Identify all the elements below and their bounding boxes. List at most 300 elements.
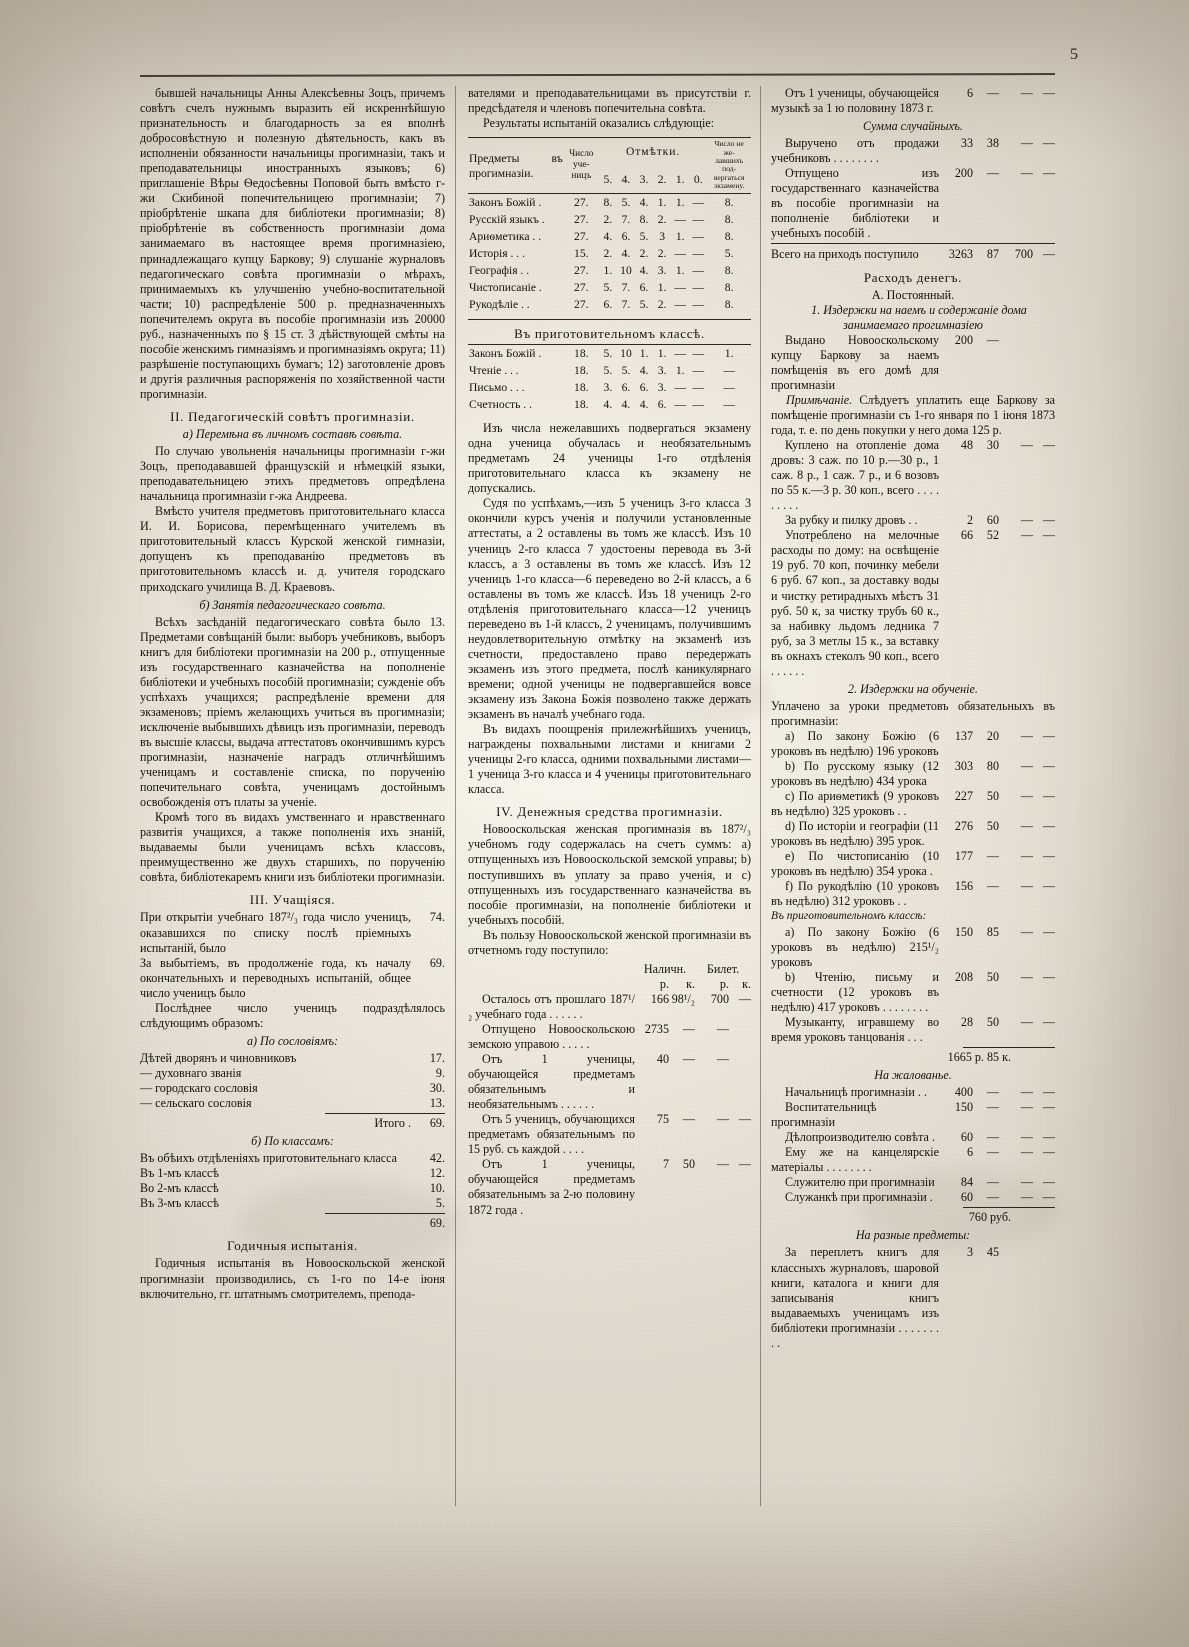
money-row-ticket-rub: — [1020,759,1033,774]
money-row-ticket-rub: — [716,1021,729,1036]
money-row-label: За переплетъ книгъ для классныхъ журналовъ, шаровой книги, каталога и книги для записыванія книгъ выдаваемыхъ ученицамъ изъ библіотеки прогимназіи . . . . . . . . . [771,1245,939,1350]
expense-note [771,393,1055,438]
money-row-ticket-kop: — [1042,819,1055,834]
expense-row [771,528,1055,678]
col-header-count-l3: ницъ [571,170,592,181]
estate-value: 9. [435,1065,445,1080]
header-rule [140,73,1055,77]
money-row-kop: 52 [986,528,999,543]
marks-header-4: 4. [621,172,631,186]
expense-item-2-title: 2. Издержки на обученіе. [848,681,978,696]
expense-rows-2 [771,438,1055,679]
money-row-ticket-rub: — [716,1052,729,1067]
student-count: 27. [574,263,589,277]
paragraph-funds: Новооскольская женская прогимназія въ 187²/₃ учебномъ году содержалась на счетъ суммъ: а) отпущенныхъ изъ Новооскольской земской управы; b) поступившихъ въ уплату за право ученія, и с) отпущенныхъ изъ государственнаго казначейства въ пособіе прогимназіи, на пополненіе библіотеки и учебныхъ пособій. [468,822,751,927]
estate-label: — городскаго сословія [140,1081,258,1095]
table-row [468,245,751,262]
money-row-label: e) По чистописанію (10 уроковъ въ недѣлю) 354 урока . [771,849,939,879]
paragraph-success: Судя по успѣхамъ,—изъ 5 ученицъ 3-го класса 3 окончили курсъ ученія и получили установленные аттестаты, а 2 оставлены въ томъ же классѣ. Изъ 10 ученицъ 2-го класса 7 удостоены перевода въ 3-й классъ, а 3 оставлены въ томъ же классѣ. Изъ 12 ученицъ 1-го класса—6 переведено во 2-й классъ, а 6 оставлены въ томъ же классѣ. Изъ 18 ученицъ 2-го отдѣленія приготовительнаго класса—12 ученицъ переведено въ 1-й классъ, 2 ученицамъ, получившимъ неудовлетворительную отмѣтку на экзаменѣ изъ счетности, предоставлено право передержать экзаменъ изъ этого предмета, послѣ каникулярнаго времени; одной ученицы не подвергавшейся вовсе экзамену изъ Закона Божія позволено также держать экзаменъ въ началѣ учебнаго года. [468,496,751,722]
subject-name: Чистописаніе . [469,280,542,294]
money-row-kop: 50 [986,969,999,984]
money-row-ticket-kop: — [1042,924,1055,939]
income-row [468,1022,751,1052]
paragraph-b2: Кромѣ того въ видахъ умственнаго и нравственнаго развитія учащихся, а также пополненія ихъ знаній, выдаваемы были ученицамъ всѣхъ классовъ, преимущественно же двухъ старшихъ, по порученію совѣта, библіотекаремъ книги изъ библіотеки прогимназіи. [140,810,445,885]
class-label: Въ обѣихъ отдѣленіяхъ приготовительнаго класса [140,1151,398,1166]
table-row [468,228,751,245]
money-row-ticket-rub: — [1020,1100,1033,1115]
subject-name: Ариѳметика . . [469,229,542,243]
money-row-label: Дѣлопроизводителю совѣта . [785,1130,935,1145]
money-row-label: Музыканту, игравшему во время уроковъ танцованія . . . [771,1014,939,1044]
paragraph-exams: Годичныя испытанія въ Новооскольской женской прогимназіи производились, съ 1-го по 14-е іюня включительно, гг. штатнымъ смотрителемъ, препода- [140,1256,445,1301]
expense-item-1-title: 1. Издержки на наемъ и содержаніе дома занимаемаго прогимназіею [811,302,1027,332]
column-divider-left [455,86,456,1506]
mark-0: — [692,364,705,377]
money-row-rub: 84 [960,1175,973,1190]
salary-row [771,1085,1055,1100]
total-income-k: 87 [986,247,999,262]
money-row-rub: 137 [954,728,973,743]
not-examined-count: 8. [724,212,734,226]
money-row-kop: 20 [986,728,999,743]
money-row-ticket-kop: — [1042,849,1055,864]
paragraph-awards: Въ видахъ поощренія прилежнѣйшихъ ученицъ, награждены похвальными листами и книгами 2 ученицы 2-го класса, одними похвальными листами—1 ученица 3-го класса и 4 ученицы приготовительнаго класса. [468,722,751,797]
money-row-rub: 48 [960,438,973,453]
money-row-ticket-rub: — [1020,86,1033,100]
not-examined-count: — [723,364,735,377]
money-row-rub: 6 [966,1145,973,1160]
money-row-rub: 40 [656,1052,669,1067]
classes-list [140,1151,445,1211]
subheading-classes: б) По классамъ: [251,1134,334,1149]
money-row-ticket-kop: — [1042,438,1055,453]
mark-1: — [674,212,686,226]
subject-name: Письмо . . . [469,381,525,395]
money-row-ticket-kop: — [1042,1145,1055,1160]
total-income-row [771,247,1055,262]
estates-total-row [140,1116,445,1131]
money-head-row-1 [468,962,751,977]
mark-2: 1. [657,346,667,360]
money-row-ticket-rub: — [1020,819,1033,834]
money-row-label: Куплено на отопленіе дома дровъ: 3 саж. по 10 р.—30 р., 1 саж. 8 р., 1 саж. 7 р., и 6 возовъ по 55 к.—3 р. 30 коп., всего . . . . . . . . . [771,438,939,513]
class-value: 5. [435,1196,445,1211]
prep-results-table [468,344,751,413]
income-total-rule [771,243,1055,244]
exam-results-table-wrapper [468,137,751,413]
mark-1: 1. [675,229,685,243]
student-count: 27. [574,229,589,243]
money-row-ticket-kop: — [1042,1085,1055,1099]
heading-expenses: Расходъ денегъ. [863,269,963,285]
mark-1: — [674,280,686,294]
money-row-kop: 85 [986,924,999,939]
expense-row [771,438,1055,513]
money-row-ticket-kop: — [1042,879,1055,894]
money-row-label: c) По ариѳметикѣ (9 уроковъ въ недѣлю) 325 уроковъ . . [771,789,939,819]
mark-0: — [692,381,705,395]
income-rows-right [771,86,1055,116]
money-row-ticket-rub: — [1020,166,1033,181]
not-examined-l3: вергаться [713,172,745,182]
salary-row [771,1175,1055,1190]
prep-lesson-expense-rows [771,925,1055,1045]
subject-name: Законъ Божій . [469,195,542,209]
mark-5: 4. [603,229,613,243]
money-row-kop: — [682,1021,695,1036]
mark-4: 4. [621,398,631,412]
money-row-kop: — [986,1100,999,1115]
money-row-ticket-rub: — [1020,969,1033,984]
money-row-rub: 208 [954,969,973,984]
not-examined-count: 8. [724,280,734,294]
table-header-row [468,138,751,166]
money-row-kop: — [986,332,999,347]
mark-5: 1. [603,263,613,277]
money-head-k2: к. [742,976,751,991]
money-row-label: Осталось отъ прошлаго 187¹/₂ учебнаго года . . . . . . [468,991,635,1021]
money-row-ticket-rub: — [1020,1175,1033,1190]
mark-4: 10 [620,346,632,360]
money-row-rub: 150 [954,924,973,939]
lesson-expense-row [771,819,1055,849]
students-count-label: При открытіи учебнаго 187²/₃ года число ученицъ, оказавшихся по списку послѣ пріемныхъ испытаній, было [140,910,411,955]
money-row-ticket-rub: — [1020,1085,1033,1099]
estates-total-label: Итого . [374,1116,411,1131]
money-row-ticket-rub: — [1020,1145,1033,1160]
mark-0: — [692,280,705,294]
money-row-rub: 156 [954,879,973,894]
mark-3: 5. [639,297,649,311]
money-head-r2: р. [719,976,729,991]
mark-1: — [674,297,686,311]
prep-lessons-title: Въ приготовительномъ классѣ: [771,910,927,923]
lesson-expense-row [771,759,1055,789]
lessons-total: 1665 р. 85 к. [947,1049,1011,1064]
salary-row [771,1100,1055,1130]
mark-2: 3 [659,229,665,243]
mark-5: 3. [603,381,613,395]
money-row-ticket-kop: — [738,1112,751,1127]
money-row-kop: 60 [986,513,999,528]
income-row [468,1157,751,1217]
money-row-ticket-kop: — [1042,789,1055,804]
money-row-ticket-rub: 700 [710,991,729,1006]
mark-0: — [692,229,705,243]
class-row [140,1166,445,1181]
salary-total: 760 руб. [968,1210,1011,1225]
income-row [468,1052,751,1112]
money-row-ticket-rub: — [716,1112,729,1127]
mark-2: 1. [657,195,667,209]
money-row-label: a) По закону Божію (6 уроковъ въ недѣлю) 215¹/₂ уроковъ [771,924,939,969]
class-row [140,1181,445,1196]
classes-total-row [140,1216,445,1231]
note-text: Слѣдуетъ уплатить еще Баркову за помѣщеніе прогимназіи съ 1-го января по 1 іюня 1873 года, т. е. по день покупки у него дома 125 р. [771,392,1055,437]
table-row [468,344,751,362]
money-row-kop: — [682,1052,695,1067]
money-row-rub: 150 [954,1100,973,1115]
money-row-ticket-kop: — [738,991,751,1006]
col-header-count-l1: Число [569,148,594,159]
not-examined-l1: Число не же- [714,139,744,157]
lesson-expense-row [771,879,1055,909]
money-row-rub: 177 [954,849,973,864]
class-value: 12. [429,1166,445,1181]
money-row-kop: — [986,166,999,181]
money-row-kop: 50 [986,819,999,834]
mark-4: 6. [621,229,631,243]
estate-value: 30. [429,1081,445,1095]
mark-4: 6. [621,381,631,395]
money-row-ticket-kop: — [1042,528,1055,543]
student-count: 27. [574,280,589,294]
money-row-rub: 3 [966,1245,973,1260]
heading-section-4: IV. Денежныя средства прогимназіи. [496,804,723,820]
money-row-rub: 2 [966,513,973,528]
mark-3: 4. [639,195,649,209]
money-row-kop: — [986,86,999,100]
column-divider-right [760,86,761,1506]
money-row-rub: 200 [954,332,973,347]
mark-3: 6. [639,280,649,294]
not-examined-l2: лавшихъ под- [715,155,744,174]
money-row-rub: 2735 [644,1021,669,1036]
prep-class-title: Въ приготовительномъ классѣ. [468,319,751,341]
student-count: 18. [574,381,589,395]
student-count: 18. [574,398,589,412]
class-label: Въ 3-мъ классѣ [140,1196,219,1211]
mark-2: 3. [657,263,667,277]
estates-list [140,1051,445,1111]
mark-0: — [692,346,705,360]
money-row-label: Отъ 1 ученицы, обучающейся предметамъ обязательнымъ за 2-ю половину 1872 года . [468,1157,635,1217]
salary-rows [771,1085,1055,1205]
mark-5: 2. [603,246,613,260]
mark-2: 2. [657,212,667,226]
table-row [468,279,751,296]
money-row-rub: 200 [954,166,973,181]
lesson-expense-row [771,729,1055,759]
not-examined-count: 1. [724,346,734,360]
salary-row [771,1130,1055,1145]
money-row-ticket-rub: — [1020,513,1033,528]
money-row-kop: — [986,849,999,864]
students-count-row [140,910,445,955]
marks-header-0: 0. [693,172,703,186]
estate-label: — сельскаго сословія [140,1096,252,1111]
money-row-label: Служителю при прогимназіи [785,1175,935,1190]
money-row-rub: 7 [662,1157,669,1172]
mark-1: — [674,346,686,360]
expense-rows-1 [771,333,1055,393]
mark-4: 7. [621,280,631,294]
money-row-kop: — [986,1085,999,1099]
money-row-label: b) По русскому языку (12 уроковъ въ недѣлю) 434 урока [771,759,939,789]
money-head-k1: к. [686,976,695,991]
mark-2: 3. [657,364,667,377]
money-row-kop: — [682,1112,695,1127]
money-row-ticket-kop: — [1042,166,1055,181]
money-row-label: Вырученo отъ продажи учебниковъ . . . . . . . . [771,136,939,166]
money-row-kop: 30 [986,438,999,453]
salary-title: На жалованье. [874,1067,952,1082]
subject-name: Исторія . . . [469,246,525,260]
paragraph-continuation: бывшей начальницы Анны Алексѣевны Зоцъ, причемъ совѣтъ счелъ нужнымъ выразить ей искреннѣйшую признательность и благодарность за ея вполнѣ добросовѣстную и полезную дѣятельность, какъ въ исполненіи обязанности начальницы прогимназіи, такъ и преподавательницы иностранныхъ языковъ; 6) приглашеніе Вѣры Ѳедосѣевны Поповой быть вмѣсто г-жи Скибиной попечительницею прогимназіи; 7) пріобрѣтеніе шкапа для библіотеки прогимназіи; 8) пріобрѣтеніе въ собственность прогимназіи дома занимаемаго въ настоящее время прогимназіею, принадлежащаго купцу Баркову; 9) слушаніе журналовъ педагогическаго совѣта прогимназіи о мѣрахъ, принимаемыхъ къ улучшенію учебно-воспитательной части; 10) распредѣленіе 500 р. предназначенныхъ попечителемъ округа въ пособіе прогимназіи изъ 20000 руб., назначенныхъ по § 15 ст. 3 дѣйствующей смѣты на пособіе женскимъ гимназіямъ и прогимназіямъ округа; 11) разрѣшеніе поступающихъ бумагъ; 12) заготовленіе дровъ и другія различныя распоряженія по хозяйственной части прогимназіи. [140,86,445,401]
students-remaining-row [140,956,445,1001]
mark-4: 10 [620,263,632,277]
money-row-ticket-rub: — [1020,136,1033,151]
total-income-r: 3263 [948,247,973,262]
subject-name: Чтеніе . . . [469,364,519,377]
mark-0: — [692,398,705,412]
class-value: 10. [429,1181,445,1196]
not-examined-count: 8. [724,195,734,209]
mark-1: 1. [675,263,685,277]
misc-title: На разные предметы: [855,1228,971,1243]
student-count: 27. [574,297,589,311]
mark-5: 6. [603,297,613,311]
money-row-rub: 33 [960,136,973,151]
money-row-ticket-rub: — [1020,1130,1033,1145]
student-count: 18. [574,346,589,360]
money-row-ticket-rub: — [1020,924,1033,939]
money-row-ticket-kop: — [1042,86,1055,100]
paragraph-results-intro: Результаты испытаній оказались слѣдующіе: [483,116,715,131]
income-row [771,166,1055,241]
not-examined-count: 8. [724,297,734,311]
mark-3: 5. [639,229,649,243]
marks-header-1: 1. [675,172,685,186]
money-row-ticket-rub: — [1020,849,1033,864]
subject-name: Русскій языкъ . [469,212,545,226]
money-head-r1: р. [659,976,669,991]
mark-5: 5. [603,346,613,360]
subheading-b: б) Занятія педагогическаго совѣта. [199,597,386,612]
money-row-ticket-rub: — [1020,789,1033,804]
money-row-ticket-kop: — [738,1157,751,1172]
mark-1: — [674,246,686,260]
salary-row [771,1145,1055,1175]
money-row-kop: 50 [986,1014,999,1029]
money-row-kop: 38 [986,136,999,151]
money-row-ticket-kop: — [1042,759,1055,774]
table-row [468,211,751,228]
estate-label: Дѣтей дворянъ и чиновниковъ [140,1050,297,1065]
money-row-label: Отпущено изъ государственнаго казначейства въ пособіе прогимназіи на пополненіе библіотеки и учебныхъ пособій . [771,166,939,241]
students-remaining-value: 69. [429,955,445,970]
mark-2: 2. [657,297,667,311]
total-income-label: Всего на приходъ поступило [771,247,919,262]
subheading-constant: А. Постоянный. [871,287,955,302]
page-number: 5 [1070,46,1079,63]
money-row-kop: — [986,1130,999,1145]
money-row-ticket-rub: — [716,1157,729,1172]
money-row-kop: — [986,1175,999,1190]
note-label: Примѣчаніе. [786,392,860,407]
mark-0: — [692,195,705,209]
estate-row [140,1051,445,1066]
col-header-marks: Отмѣтки. [626,145,681,159]
money-row-kop: 45 [986,1245,999,1260]
money-row-rub: 66 [960,528,973,543]
prep-results-body [468,344,751,413]
mark-3: 8. [639,212,649,226]
paragraph-not-examined: Изъ числа нежелавшихъ подвергаться экзамену одна ученица обучалась и необязательнымъ предметамъ 24 ученицы 1-го отдѣленія приготовительнаго класса къ экзамену не допускались. [468,421,751,496]
marks-header-5: 5. [603,172,613,186]
subject-name: Счетность . . [469,398,533,412]
income-row [771,86,1055,116]
lesson-expense-row [771,789,1055,819]
estate-value: 13. [429,1096,445,1111]
subheading-a: а) Перемѣна въ личномъ составѣ совѣта. [182,427,403,442]
money-row-ticket-rub: — [1020,728,1033,743]
money-row-label: Начальницѣ прогимназіи . . [785,1085,927,1099]
class-label: Въ 1-мъ классѣ [140,1166,219,1181]
mark-2: 3. [657,381,667,395]
estates-total-value: 69. [429,1116,445,1131]
right-column [771,86,1055,1351]
money-row-rub: 60 [960,1190,973,1205]
mark-3: 4. [639,263,649,277]
money-row-label: b) Чтенію, письму и счетности (12 уроковъ въ недѣлю) 417 уроковъ . . . . . . . . [771,969,939,1014]
marks-header-2: 2. [657,172,667,186]
money-row-ticket-rub: — [1020,528,1033,543]
money-row-ticket-kop: — [1042,728,1055,743]
money-row-ticket-kop: — [1042,1014,1055,1029]
col-header-subject: Предметы въ прогимназіи. [469,152,563,181]
money-row-rub: 227 [954,789,973,804]
mark-1: 1. [675,195,685,209]
money-row-ticket-rub: — [1020,1190,1033,1205]
money-row-kop: 80 [986,759,999,774]
student-count: 18. [574,364,589,377]
estate-row [140,1096,445,1111]
money-row-ticket-kop: — [1042,969,1055,984]
prep-lesson-expense-row [771,925,1055,970]
money-row-rub: 6 [966,86,973,100]
money-row-rub: 303 [954,759,973,774]
money-row-kop: — [986,1145,999,1160]
table-row [468,193,751,211]
mark-5: 5. [603,280,613,294]
student-count: 27. [574,212,589,226]
paragraph-a2: Вмѣсто учителя предметовъ приготовительнаго класса И. И. Борисова, перемѣщеннаго учителемъ въ приготовительный классъ Курской женской гимназіи, допущенъ къ преподаванію предметовъ въ приготовительномъ классѣ и. д. учителя городскаго приходскаго училища В. Д. Краевовъ. [140,504,445,594]
money-row-ticket-kop: — [1042,1175,1055,1190]
not-examined-count: 8. [724,229,734,243]
marks-header-3: 3. [639,172,649,186]
paragraph-b1: Всѣхъ засѣданій педагогическаго совѣта было 13. Предметами совѣщаній были: выборъ учебниковъ, выборъ книгъ для библіотеки прогимназіи на 200 р., отпущенные изъ государственнаго казначейства на пополненіе библіотеки и учебныхъ пособій прогимназіи; сужденіе объ успѣхахъ учащихся; распредѣленіе времени для экзаменовъ; пріемъ желающихъ учиться въ прогимназіи; исключеніе выбывшихъ дѣвицъ изъ прогимназіи, переводъ въ высшіе классы, выдача аттестатовъ окончившимъ курсъ прогимназіи, назначеніе наградъ отличнѣйшимъ ученицамъ и составленіе списка, по порученію попечительнаго совѣта, ученицамъ достойнымъ освобожденія отъ платы за ученіе. [140,614,445,810]
subheading-random-sums: Сумма случайныхъ. [863,119,963,134]
mark-4: 5. [621,364,631,377]
money-row-rub: 400 [954,1085,973,1099]
estate-row [140,1081,445,1096]
income-rows-mid [468,992,751,1218]
money-row-rub: 166 [650,991,669,1006]
mark-1: — [674,381,686,395]
money-row-label: Употреблено на мелочные расходы по дому: на освѣщеніе 19 руб. 70 коп, починку мебели 6 руб. 67 коп., за доставку воды и чистку ретирадныхъ мѣстъ 31 руб. 50 к, за чистку трубъ 60 к., за набивку льдомъ ледника 7 руб, за 3 метлы 15 к., за вставку въ окнахъ стеколъ 90 коп., всего . . . . . . [771,528,939,678]
mark-0: — [692,212,705,226]
money-row-label: Служанкѣ при прогимназіи . [785,1190,933,1205]
not-examined-count: — [723,381,735,395]
table-row [468,262,751,279]
mark-5: 5. [603,364,613,377]
money-row-rub: 28 [960,1014,973,1029]
money-row-label: Воспитательницѣ прогимназіи [771,1100,877,1130]
prep-lesson-expense-row [771,1015,1055,1045]
money-row-ticket-rub: — [1020,1014,1033,1029]
mark-0: — [692,246,705,260]
